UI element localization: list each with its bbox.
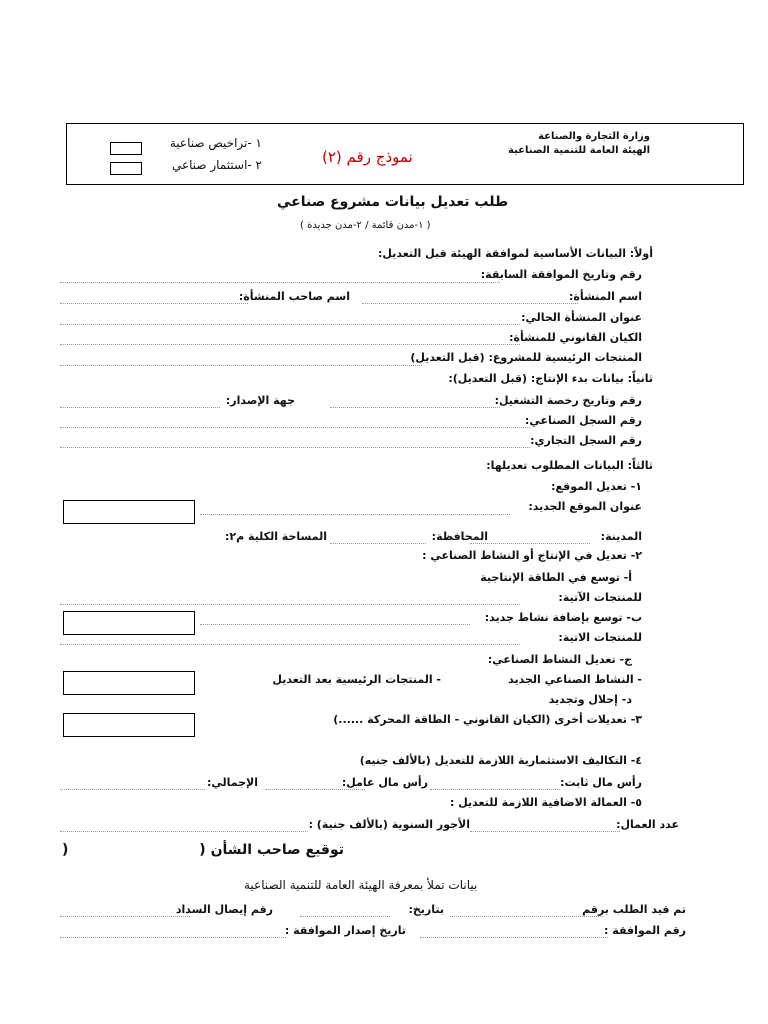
replacement-label: د- إحلال وتجديد	[548, 693, 632, 706]
owner-name-field[interactable]	[60, 303, 248, 304]
main-products-field[interactable]	[60, 365, 422, 366]
working-capital-label: رأس مال عامل:	[341, 776, 428, 789]
additional-labor-label: ٥- العمالة الاضافية اللازمة للتعديل :	[449, 796, 642, 809]
request-date-field[interactable]	[300, 916, 390, 917]
industrial-reg-label: رقم السجل الصناعي:	[524, 414, 642, 427]
approval-number-field[interactable]	[420, 937, 608, 938]
capacity-products-label: للمنتجات الآتية:	[558, 591, 642, 604]
new-activity-box[interactable]	[63, 611, 195, 635]
activity-change-box[interactable]	[63, 671, 195, 695]
option-industrial-investment: ٢ -استثمار صناعي	[171, 158, 262, 172]
approval-date-field[interactable]	[60, 937, 286, 938]
capacity-expansion-label: أ- توسع في الطاقة الإنتاجية	[480, 571, 632, 584]
issuer-label: جهة الإصدار:	[225, 394, 295, 407]
main-products-label: المنتجات الرئيسية للمشروع: (قبل التعديل)	[410, 351, 642, 364]
governorate-label: المحافظة:	[431, 530, 488, 543]
license-field[interactable]	[330, 407, 500, 408]
address-field[interactable]	[60, 324, 520, 325]
other-changes-box[interactable]	[63, 713, 195, 737]
new-activity-expansion-label: ب- توسع بإضافة نشاط جديد:	[484, 611, 642, 624]
ministry-name: وزارة التجارة والصناعة	[538, 131, 650, 142]
new-activity-products-label: للمنتجات الاتية:	[558, 631, 642, 644]
new-activity-products-field[interactable]	[60, 644, 520, 645]
request-number-field[interactable]	[450, 916, 603, 917]
production-change-label: ٢- تعديل في الإنتاج أو النشاط الصناعي :	[422, 549, 642, 562]
working-capital-field[interactable]	[265, 789, 365, 790]
workers-count-field[interactable]	[470, 831, 620, 832]
option-industrial-licenses: ١ -تراخيص صناعية	[169, 136, 262, 150]
facility-name-label: اسم المنشأة:	[568, 290, 642, 303]
new-address-field[interactable]	[200, 514, 510, 515]
payment-receipt-label: رقم إيصال السداد	[175, 903, 273, 916]
industrial-reg-field[interactable]	[60, 427, 530, 428]
investment-costs-label: ٤- التكاليف الاستثمارية اللازمة للتعديل (بالألف جنيه)	[359, 754, 642, 767]
new-activity-label: - النشاط الصناعي الجديد	[508, 673, 642, 686]
legal-entity-field[interactable]	[60, 344, 520, 345]
issuer-field[interactable]	[60, 407, 220, 408]
approval-date-label: تاريخ إصدار الموافقة :	[284, 924, 406, 937]
city-field[interactable]	[470, 543, 590, 544]
option1-checkbox[interactable]	[110, 142, 142, 155]
new-activity-expansion-field[interactable]	[200, 624, 470, 625]
fixed-capital-field[interactable]	[430, 789, 560, 790]
section2-heading: ثانياً: بيانات بدء الإنتاج: (قبل التعديل):	[448, 372, 653, 385]
commercial-reg-field[interactable]	[60, 447, 530, 448]
governorate-field[interactable]	[330, 543, 426, 544]
activity-change-label: ج- تعديل النشاط الصناعي:	[487, 653, 632, 666]
signature-close-paren: )	[62, 842, 69, 858]
owner-name-label: اسم صاحب المنشأة:	[238, 290, 350, 303]
authority-section-heading: بيانات تملأ بمعرفة الهيئة العامة للتنمية الصناعية	[244, 878, 478, 892]
address-label: عنوان المنشأة الحالي:	[521, 311, 642, 324]
total-label: الإجمالي:	[206, 776, 258, 789]
prev-approval-field[interactable]	[60, 282, 500, 283]
request-number-label: تم قيد الطلب برقم	[582, 903, 686, 916]
approval-number-label: رقم الموافقة :	[604, 924, 686, 937]
annual-wages-field[interactable]	[60, 831, 308, 832]
commercial-reg-label: رقم السجل التجاري:	[530, 434, 642, 447]
form-number: نموذج رقم (٢)	[322, 148, 413, 166]
total-field[interactable]	[60, 789, 205, 790]
total-area-label: المساحة الكلية م٢:	[225, 530, 327, 543]
facility-name-field[interactable]	[362, 303, 578, 304]
annual-wages-label: الأجور السنوية (بالألف جنية) :	[308, 818, 470, 831]
workers-count-label: عدد العمال:	[616, 818, 679, 831]
other-changes-label: ٣- تعديلات أخرى (الكيان القانوني - الطاقة المحركة ......)	[333, 713, 642, 726]
page-title: طلب تعديل بيانات مشروع صناعي	[277, 194, 509, 210]
section1-heading: أولاً: البيانات الأساسية لموافقة الهيئة قبل التعديل:	[378, 247, 653, 260]
authority-name: الهيئة العامة للتنمية الصناعية	[508, 145, 650, 156]
legal-entity-label: الكيان القانوني للمنشأة:	[509, 331, 642, 344]
section3-heading: ثالثاً: البيانات المطلوب تعديلها:	[486, 459, 653, 472]
new-address-label: عنوان الموقع الجديد:	[528, 500, 642, 513]
request-date-label: بتاريخ:	[408, 903, 444, 916]
page-subtitle: ( ١-مدن قائمة / ٢-مدن جديدة )	[300, 220, 431, 231]
new-address-box[interactable]	[63, 500, 195, 524]
option2-checkbox[interactable]	[110, 162, 142, 175]
fixed-capital-label: رأس مال ثابت:	[560, 776, 642, 789]
location-change-label: ١- تعديل الموقع:	[551, 480, 642, 493]
license-label: رقم وتاريخ رخصة التشغيل:	[494, 394, 642, 407]
city-label: المدينة:	[600, 530, 642, 543]
capacity-products-field[interactable]	[60, 604, 520, 605]
payment-receipt-field[interactable]	[60, 916, 190, 917]
signature-label: توقيع صاحب الشأن (	[199, 842, 344, 858]
main-products-after-label: - المنتجات الرئيسية بعد التعديل	[272, 673, 441, 686]
prev-approval-label: رقم وتاريخ الموافقة السابقة:	[480, 268, 642, 281]
